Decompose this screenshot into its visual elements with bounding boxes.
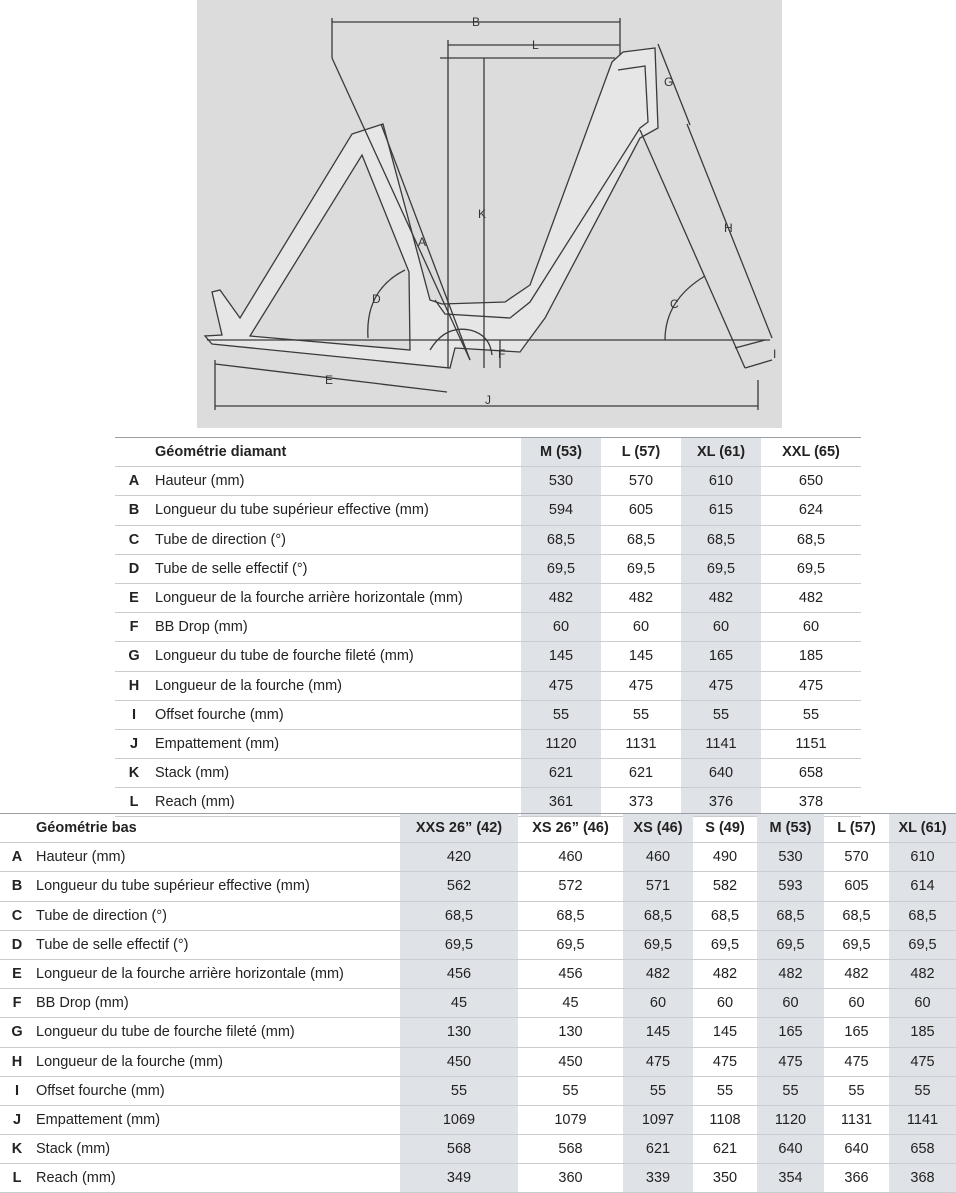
value-cell: 475 <box>601 671 681 700</box>
value-cell: 658 <box>889 1135 956 1164</box>
table-row <box>0 1105 956 1134</box>
value-cell: 55 <box>757 1076 824 1105</box>
row-label: Tube de selle effectif (°) <box>153 554 521 583</box>
value-cell: 614 <box>889 872 956 901</box>
value-cell: 475 <box>623 1047 693 1076</box>
value-cell: 593 <box>757 872 824 901</box>
row-letter: H <box>115 671 153 700</box>
value-cell: 69,5 <box>761 554 861 583</box>
value-cell: 621 <box>521 759 601 788</box>
value-cell: 582 <box>693 872 757 901</box>
value-cell: 68,5 <box>521 525 601 554</box>
value-cell: 69,5 <box>518 930 623 959</box>
value-cell: 450 <box>518 1047 623 1076</box>
value-cell: 60 <box>824 989 889 1018</box>
value-cell: 615 <box>681 496 761 525</box>
row-label: Tube de selle effectif (°) <box>34 930 400 959</box>
row-letter: F <box>115 613 153 642</box>
value-cell: 55 <box>761 700 861 729</box>
value-cell: 361 <box>521 788 601 817</box>
row-label: Longueur du tube supérieur effective (mm) <box>153 496 521 525</box>
value-cell: 568 <box>400 1135 518 1164</box>
value-cell: 360 <box>518 1164 623 1193</box>
dim-label-g: G <box>664 75 674 89</box>
row-letter: B <box>0 872 34 901</box>
value-cell: 69,5 <box>757 930 824 959</box>
size-header: XL (61) <box>681 438 761 467</box>
value-cell: 145 <box>601 642 681 671</box>
table-title: Géométrie diamant <box>153 438 521 467</box>
value-cell: 68,5 <box>681 525 761 554</box>
value-cell: 530 <box>521 467 601 496</box>
row-label: Empattement (mm) <box>153 729 521 758</box>
value-cell: 482 <box>824 959 889 988</box>
value-cell: 456 <box>518 959 623 988</box>
value-cell: 450 <box>400 1047 518 1076</box>
table-row <box>0 1076 956 1105</box>
value-cell: 568 <box>518 1135 623 1164</box>
value-cell: 475 <box>681 671 761 700</box>
value-cell: 482 <box>757 959 824 988</box>
row-label: Longueur de la fourche (mm) <box>34 1047 400 1076</box>
value-cell: 658 <box>761 759 861 788</box>
row-letter: D <box>0 930 34 959</box>
value-cell: 460 <box>518 843 623 872</box>
row-label: Tube de direction (°) <box>153 525 521 554</box>
row-label: Reach (mm) <box>153 788 521 817</box>
row-letter: J <box>0 1105 34 1134</box>
size-header: XS (46) <box>623 814 693 843</box>
value-cell: 490 <box>693 843 757 872</box>
size-header: M (53) <box>521 438 601 467</box>
value-cell: 60 <box>623 989 693 1018</box>
row-letter: A <box>0 843 34 872</box>
value-cell: 610 <box>681 467 761 496</box>
value-cell: 482 <box>681 583 761 612</box>
value-cell: 68,5 <box>693 901 757 930</box>
value-cell: 68,5 <box>400 901 518 930</box>
value-cell: 482 <box>601 583 681 612</box>
row-letter: K <box>115 759 153 788</box>
value-cell: 68,5 <box>601 525 681 554</box>
header-letter-cell <box>115 438 153 467</box>
row-letter: J <box>115 729 153 758</box>
value-cell: 145 <box>623 1018 693 1047</box>
header-letter-cell <box>0 814 34 843</box>
row-label: Stack (mm) <box>34 1135 400 1164</box>
value-cell: 621 <box>693 1135 757 1164</box>
value-cell: 60 <box>521 613 601 642</box>
row-letter: A <box>115 467 153 496</box>
size-header: XS 26” (46) <box>518 814 623 843</box>
size-header: XL (61) <box>889 814 956 843</box>
value-cell: 594 <box>521 496 601 525</box>
row-letter: G <box>0 1018 34 1047</box>
value-cell: 482 <box>521 583 601 612</box>
dim-label-f: F <box>498 347 506 361</box>
table-row <box>0 1164 956 1193</box>
row-letter: L <box>0 1164 34 1193</box>
row-letter: C <box>115 525 153 554</box>
value-cell: 69,5 <box>521 554 601 583</box>
value-cell: 368 <box>889 1164 956 1193</box>
value-cell: 145 <box>693 1018 757 1047</box>
row-letter: B <box>115 496 153 525</box>
geometry-table-diamant <box>115 437 861 817</box>
value-cell: 482 <box>623 959 693 988</box>
size-header: L (57) <box>601 438 681 467</box>
value-cell: 68,5 <box>824 901 889 930</box>
size-header: M (53) <box>757 814 824 843</box>
value-cell: 130 <box>400 1018 518 1047</box>
table-row <box>0 843 956 872</box>
value-cell: 1120 <box>521 729 601 758</box>
value-cell: 45 <box>400 989 518 1018</box>
row-letter: I <box>115 700 153 729</box>
value-cell: 475 <box>761 671 861 700</box>
row-label: Offset fourche (mm) <box>34 1076 400 1105</box>
table-row <box>0 1135 956 1164</box>
table-row <box>115 642 861 671</box>
value-cell: 1131 <box>601 729 681 758</box>
row-letter: I <box>0 1076 34 1105</box>
row-letter: E <box>0 959 34 988</box>
value-cell: 55 <box>400 1076 518 1105</box>
value-cell: 475 <box>521 671 601 700</box>
row-label: Hauteur (mm) <box>34 843 400 872</box>
value-cell: 475 <box>757 1047 824 1076</box>
value-cell: 562 <box>400 872 518 901</box>
value-cell: 1151 <box>761 729 861 758</box>
size-header: XXS 26” (42) <box>400 814 518 843</box>
value-cell: 69,5 <box>681 554 761 583</box>
value-cell: 1141 <box>681 729 761 758</box>
value-cell: 366 <box>824 1164 889 1193</box>
value-cell: 1079 <box>518 1105 623 1134</box>
row-label: BB Drop (mm) <box>34 989 400 1018</box>
value-cell: 55 <box>889 1076 956 1105</box>
value-cell: 165 <box>681 642 761 671</box>
table-row <box>115 613 861 642</box>
value-cell: 475 <box>824 1047 889 1076</box>
table-row <box>115 554 861 583</box>
value-cell: 376 <box>681 788 761 817</box>
value-cell: 185 <box>889 1018 956 1047</box>
row-letter: K <box>0 1135 34 1164</box>
value-cell: 60 <box>757 989 824 1018</box>
value-cell: 1097 <box>623 1105 693 1134</box>
table-header-row <box>0 814 956 843</box>
value-cell: 349 <box>400 1164 518 1193</box>
value-cell: 69,5 <box>824 930 889 959</box>
value-cell: 60 <box>889 989 956 1018</box>
value-cell: 60 <box>761 613 861 642</box>
table-row <box>0 901 956 930</box>
dim-label-d: D <box>372 292 381 306</box>
value-cell: 482 <box>693 959 757 988</box>
value-cell: 60 <box>681 613 761 642</box>
row-letter: G <box>115 642 153 671</box>
geometry-table-bas <box>0 813 956 1193</box>
table-row <box>115 467 861 496</box>
value-cell: 69,5 <box>400 930 518 959</box>
table-row <box>115 583 861 612</box>
value-cell: 621 <box>623 1135 693 1164</box>
row-label: Longueur de la fourche arrière horizontale (mm) <box>34 959 400 988</box>
row-letter: E <box>115 583 153 612</box>
value-cell: 165 <box>824 1018 889 1047</box>
row-label: Offset fourche (mm) <box>153 700 521 729</box>
table-row <box>0 959 956 988</box>
value-cell: 570 <box>824 843 889 872</box>
value-cell: 621 <box>601 759 681 788</box>
dim-label-h: H <box>724 221 733 235</box>
value-cell: 1131 <box>824 1105 889 1134</box>
dim-label-j: J <box>485 393 491 407</box>
value-cell: 350 <box>693 1164 757 1193</box>
row-label: Longueur du tube de fourche fileté (mm) <box>153 642 521 671</box>
value-cell: 45 <box>518 989 623 1018</box>
value-cell: 605 <box>601 496 681 525</box>
table-row <box>0 872 956 901</box>
value-cell: 530 <box>757 843 824 872</box>
frame-drawing <box>197 0 782 428</box>
value-cell: 55 <box>518 1076 623 1105</box>
value-cell: 482 <box>761 583 861 612</box>
row-label: Longueur du tube de fourche fileté (mm) <box>34 1018 400 1047</box>
value-cell: 624 <box>761 496 861 525</box>
value-cell: 420 <box>400 843 518 872</box>
table-row <box>0 930 956 959</box>
value-cell: 570 <box>601 467 681 496</box>
value-cell: 55 <box>623 1076 693 1105</box>
row-letter: D <box>115 554 153 583</box>
value-cell: 640 <box>681 759 761 788</box>
value-cell: 354 <box>757 1164 824 1193</box>
table-row <box>0 1018 956 1047</box>
value-cell: 1141 <box>889 1105 956 1134</box>
row-letter: F <box>0 989 34 1018</box>
row-label: Longueur du tube supérieur effective (mm) <box>34 872 400 901</box>
value-cell: 69,5 <box>693 930 757 959</box>
value-cell: 55 <box>601 700 681 729</box>
table-title: Géométrie bas <box>34 814 400 843</box>
value-cell: 68,5 <box>518 901 623 930</box>
value-cell: 339 <box>623 1164 693 1193</box>
value-cell: 605 <box>824 872 889 901</box>
value-cell: 60 <box>693 989 757 1018</box>
value-cell: 68,5 <box>889 901 956 930</box>
size-header: L (57) <box>824 814 889 843</box>
row-label: Hauteur (mm) <box>153 467 521 496</box>
value-cell: 640 <box>824 1135 889 1164</box>
row-label: Reach (mm) <box>34 1164 400 1193</box>
dim-label-c: C <box>670 297 679 311</box>
value-cell: 475 <box>693 1047 757 1076</box>
table-row <box>0 1047 956 1076</box>
dim-label-a: A <box>418 235 427 249</box>
row-letter: L <box>115 788 153 817</box>
row-label: Empattement (mm) <box>34 1105 400 1134</box>
table-row <box>115 700 861 729</box>
value-cell: 55 <box>521 700 601 729</box>
row-letter: C <box>0 901 34 930</box>
value-cell: 373 <box>601 788 681 817</box>
table-header-row <box>115 438 861 467</box>
value-cell: 55 <box>824 1076 889 1105</box>
value-cell: 610 <box>889 843 956 872</box>
value-cell: 145 <box>521 642 601 671</box>
dim-label-e: E <box>325 373 334 387</box>
value-cell: 55 <box>693 1076 757 1105</box>
row-label: Tube de direction (°) <box>34 901 400 930</box>
value-cell: 68,5 <box>757 901 824 930</box>
value-cell: 69,5 <box>623 930 693 959</box>
value-cell: 68,5 <box>623 901 693 930</box>
value-cell: 1108 <box>693 1105 757 1134</box>
value-cell: 185 <box>761 642 861 671</box>
table-row <box>115 729 861 758</box>
dim-label-b: B <box>472 15 481 29</box>
value-cell: 60 <box>601 613 681 642</box>
row-label: BB Drop (mm) <box>153 613 521 642</box>
table-row <box>115 525 861 554</box>
size-header: S (49) <box>693 814 757 843</box>
value-cell: 69,5 <box>889 930 956 959</box>
value-cell: 460 <box>623 843 693 872</box>
value-cell: 475 <box>889 1047 956 1076</box>
table-row <box>115 759 861 788</box>
row-label: Stack (mm) <box>153 759 521 788</box>
value-cell: 640 <box>757 1135 824 1164</box>
value-cell: 482 <box>889 959 956 988</box>
dim-label-l: L <box>532 38 539 52</box>
row-label: Longueur de la fourche (mm) <box>153 671 521 700</box>
row-label: Longueur de la fourche arrière horizontale (mm) <box>153 583 521 612</box>
value-cell: 55 <box>681 700 761 729</box>
row-letter: H <box>0 1047 34 1076</box>
table-row <box>0 989 956 1018</box>
dim-label-i: I <box>773 347 777 361</box>
value-cell: 378 <box>761 788 861 817</box>
value-cell: 68,5 <box>761 525 861 554</box>
table-row <box>115 496 861 525</box>
value-cell: 1120 <box>757 1105 824 1134</box>
value-cell: 130 <box>518 1018 623 1047</box>
table-row <box>115 671 861 700</box>
size-header: XXL (65) <box>761 438 861 467</box>
frame-geometry-diagram <box>197 0 782 428</box>
value-cell: 165 <box>757 1018 824 1047</box>
dim-label-k: K <box>478 207 487 221</box>
value-cell: 571 <box>623 872 693 901</box>
value-cell: 69,5 <box>601 554 681 583</box>
value-cell: 650 <box>761 467 861 496</box>
value-cell: 572 <box>518 872 623 901</box>
value-cell: 456 <box>400 959 518 988</box>
value-cell: 1069 <box>400 1105 518 1134</box>
